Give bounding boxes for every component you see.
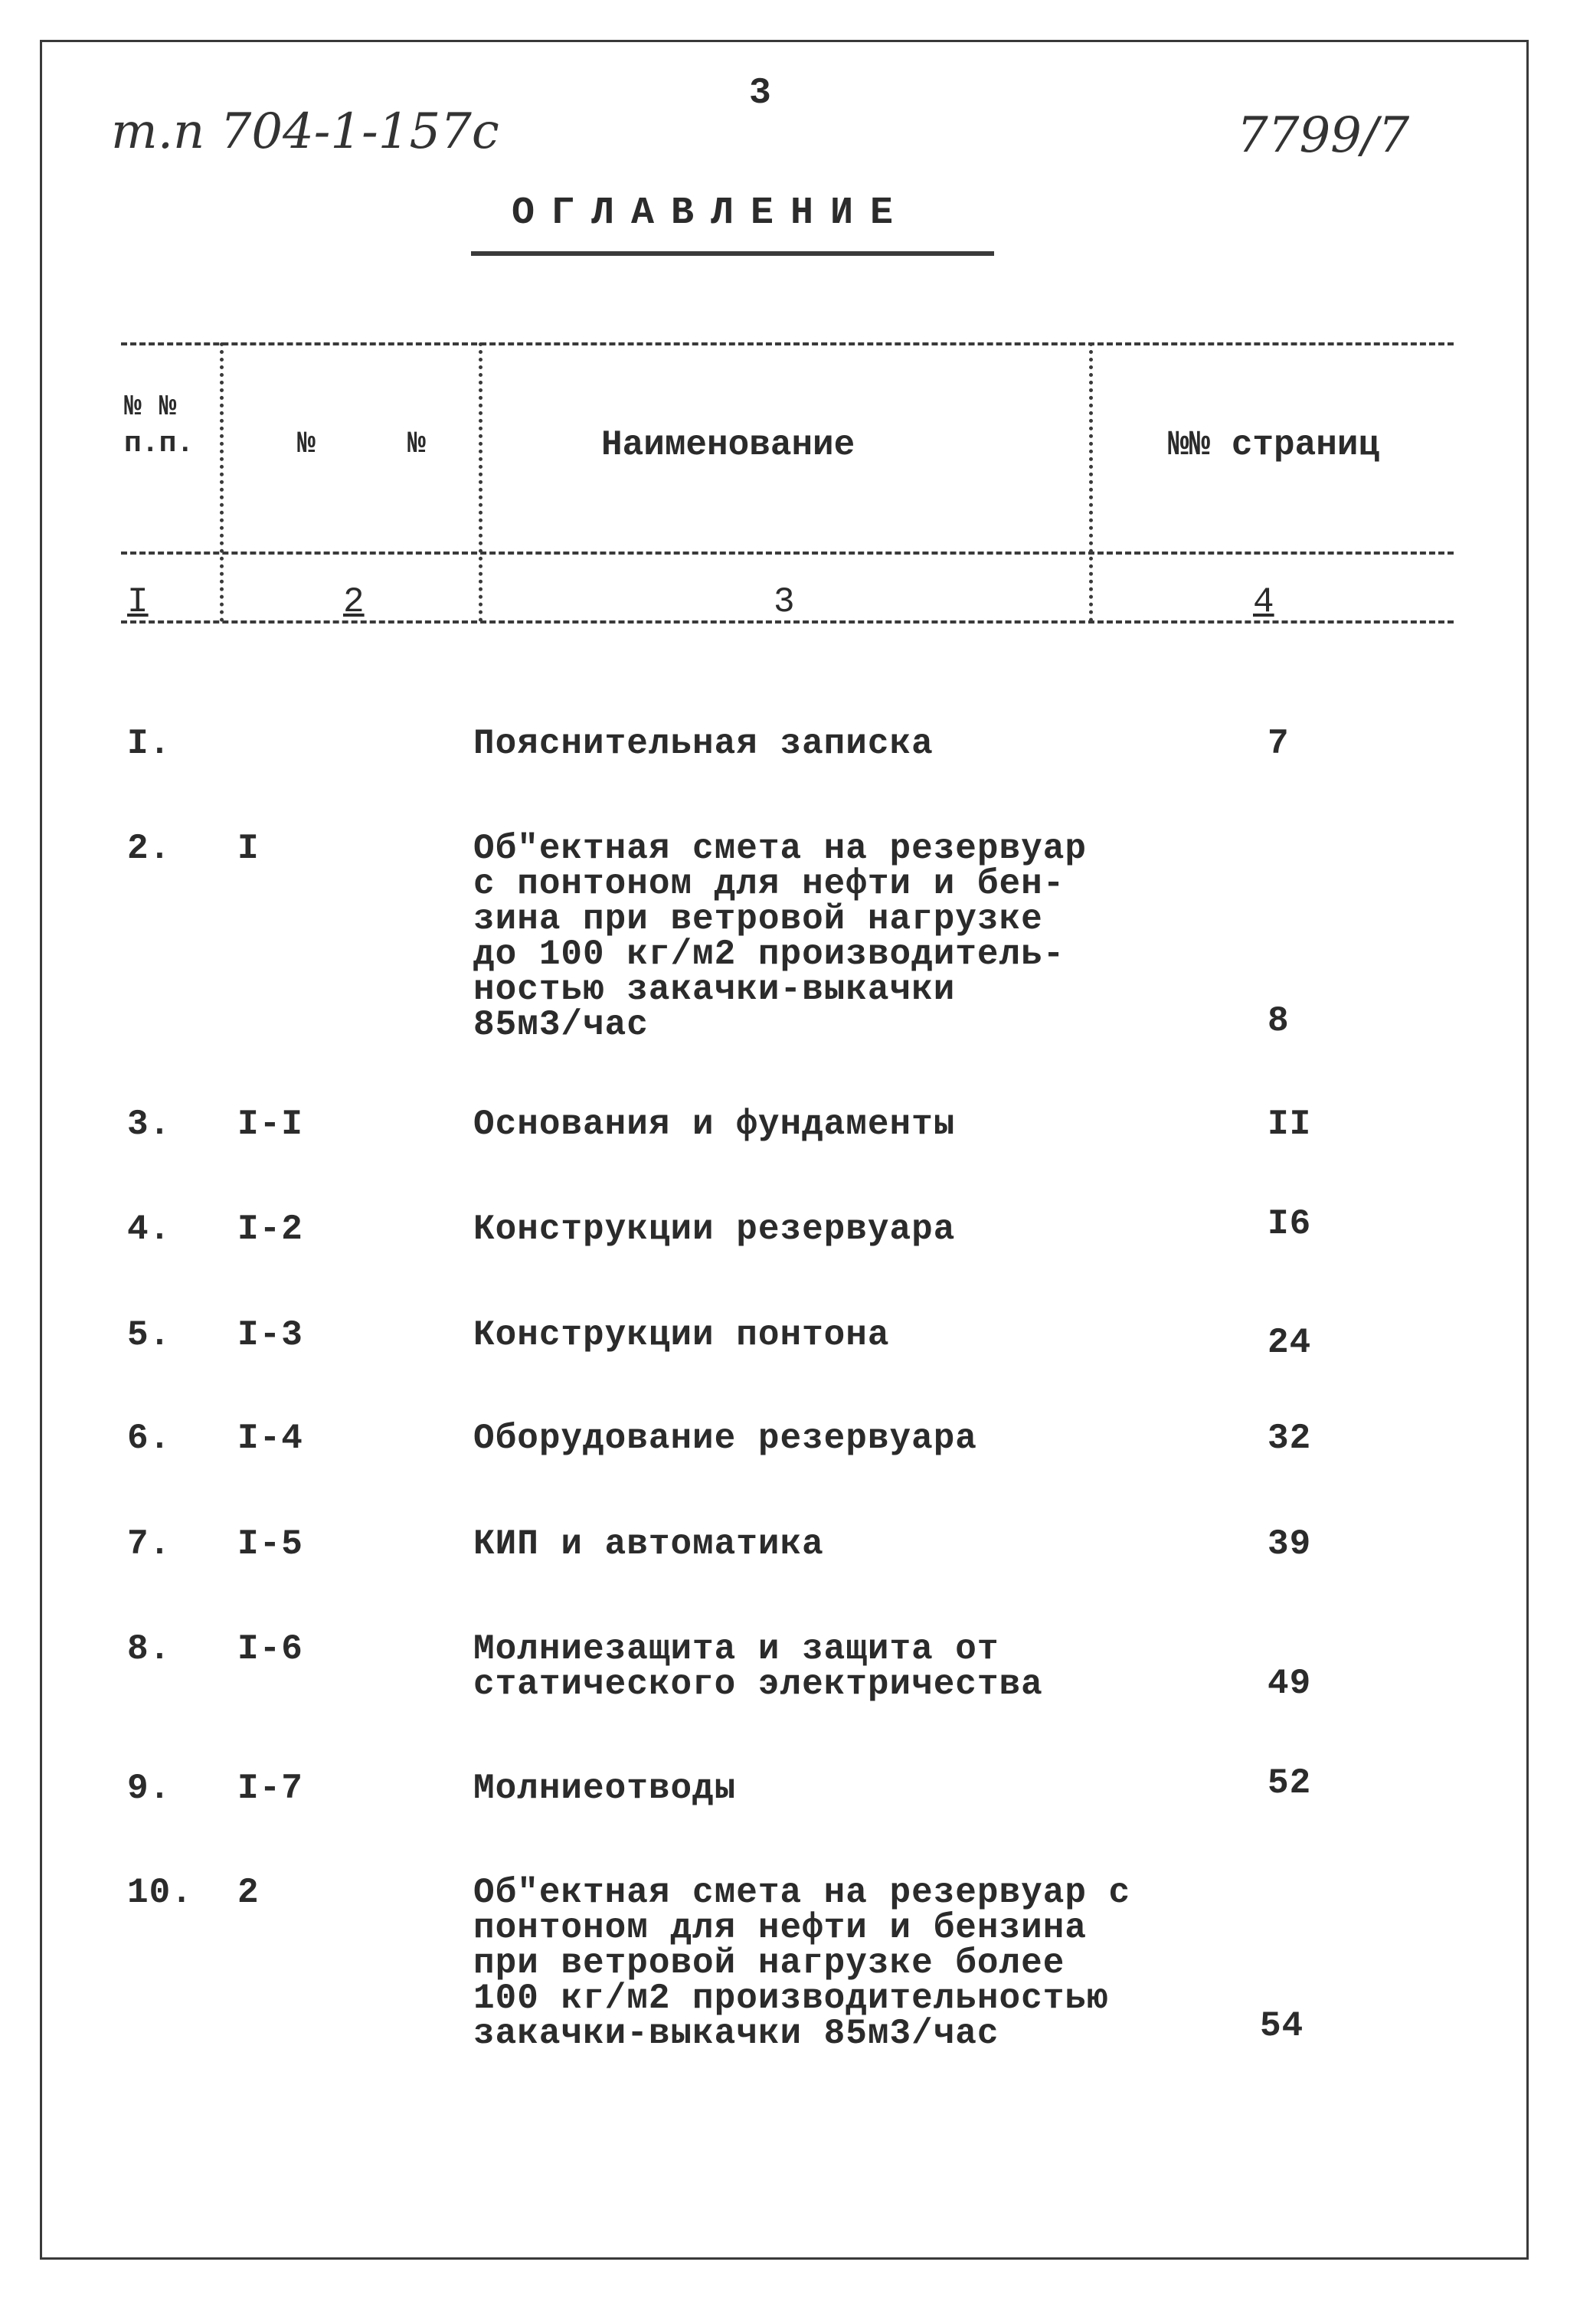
row-number: 3. <box>127 1105 172 1144</box>
row-number: 8. <box>127 1629 172 1669</box>
title-underline <box>471 251 994 256</box>
row-number: 4. <box>127 1209 172 1249</box>
row-code: 2 <box>237 1873 260 1913</box>
row-page: 39 <box>1268 1524 1312 1564</box>
row-code: I-3 <box>237 1315 303 1355</box>
row-code: I-I <box>237 1105 303 1144</box>
row-number: 7. <box>127 1524 172 1564</box>
header-num-1: I <box>127 582 149 622</box>
row-code: I-7 <box>237 1769 303 1808</box>
row-page: 8 <box>1268 1001 1290 1041</box>
row-page: 54 <box>1260 2006 1304 2046</box>
header-num-4: 4 <box>1253 582 1274 622</box>
row-name: Пояснительная записка <box>473 724 934 764</box>
header-col-code: № № <box>297 427 427 462</box>
row-page: II <box>1268 1105 1312 1144</box>
header-divider-1 <box>220 342 224 622</box>
row-page: 24 <box>1268 1323 1312 1363</box>
row-name: Молниеотводы <box>473 1769 737 1808</box>
row-code: I-6 <box>237 1629 303 1669</box>
inventory-code-handwritten: 7799/7 <box>1237 107 1410 164</box>
row-name: Конструкции понтона <box>473 1315 890 1355</box>
row-page: 49 <box>1268 1664 1312 1704</box>
row-page: I6 <box>1268 1204 1312 1244</box>
row-page: 7 <box>1268 724 1290 764</box>
row-number: 2. <box>127 829 172 869</box>
header-divider-3 <box>1089 342 1093 622</box>
header-col-pages: №№ страниц <box>1168 425 1380 465</box>
header-mid-rule <box>121 552 1454 555</box>
row-name: Об"ектная смета на резервуар с понтоном для нефти и бен- зина при ветровой нагрузке до 100 кг/м2 производитель- ностью закачки-выкачки 85м3/час <box>473 829 1087 1045</box>
row-code: I <box>237 829 260 869</box>
row-code: I-2 <box>237 1209 303 1249</box>
row-code: I-4 <box>237 1419 303 1458</box>
row-number: 9. <box>127 1769 172 1808</box>
row-name: Оборудование резервуара <box>473 1419 977 1458</box>
header-num-3: 3 <box>774 582 795 622</box>
row-name: КИП и автоматика <box>473 1524 824 1564</box>
row-page: 32 <box>1268 1419 1312 1458</box>
header-divider-2 <box>479 342 483 622</box>
header-top-rule <box>121 342 1454 345</box>
page-title: ОГЛАВЛЕНИЕ <box>512 191 911 235</box>
row-name: Конструкции резервуара <box>473 1209 956 1249</box>
row-name: Молниезащита и защита от статического электричества <box>473 1629 1043 1704</box>
row-number: I. <box>127 724 172 764</box>
header-num-2: 2 <box>343 582 365 622</box>
row-number: 6. <box>127 1419 172 1458</box>
row-number: 5. <box>127 1315 172 1355</box>
page-number: 3 <box>749 73 771 114</box>
row-code: I-5 <box>237 1524 303 1564</box>
row-number: 10. <box>127 1873 193 1913</box>
header-col-number: № № п.п. <box>124 391 195 460</box>
doc-code-handwritten: т.п 704-1-157с <box>111 103 499 160</box>
row-name: Об"ектная смета на резервуар с понтоном для нефти и бензина при ветровой нагрузке более 100 кг/м2 производительностью закачки-выкачки 85м3/час <box>473 1873 1131 2054</box>
row-name: Основания и фундаменты <box>473 1105 956 1144</box>
row-page: 52 <box>1268 1763 1312 1803</box>
header-col-name: Наименование <box>601 425 855 465</box>
